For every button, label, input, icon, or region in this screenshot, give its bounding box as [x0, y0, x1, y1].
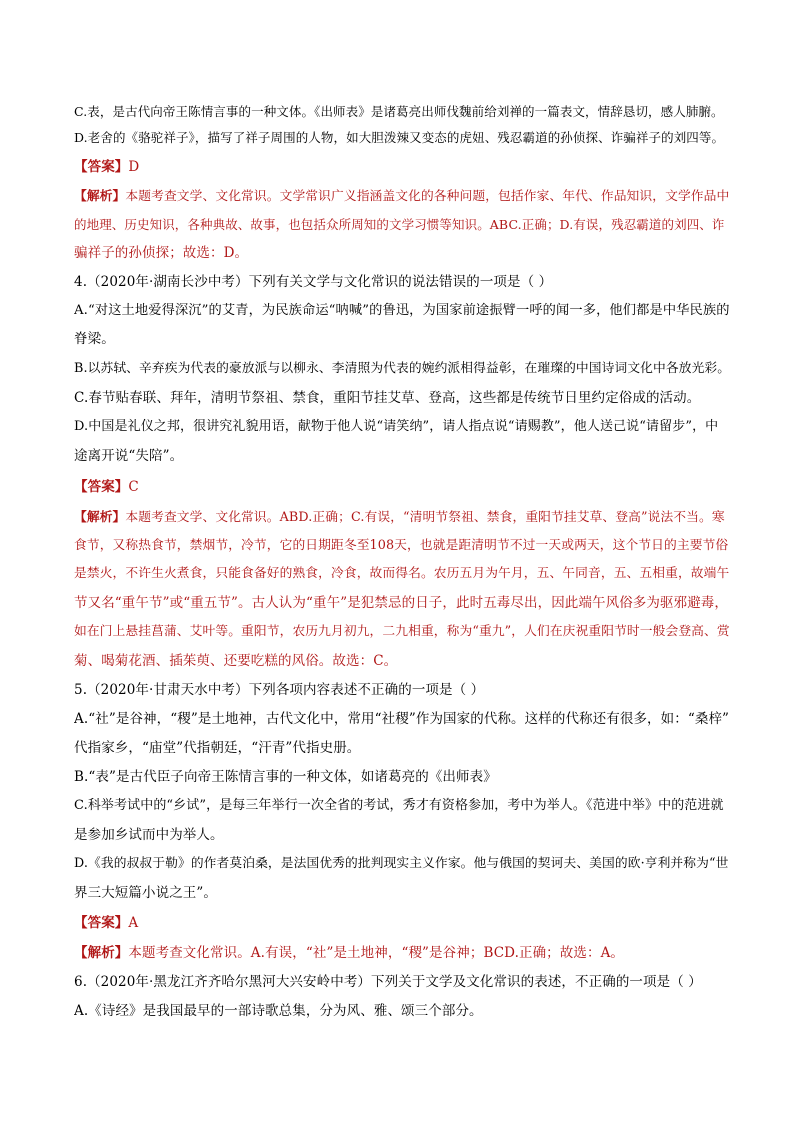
- answer-value: A: [128, 915, 139, 931]
- analysis-line: 如在门上悬挂菖蒲、艾叶等。重阳节，农历九月初九，二九相重，称为“重九”，人们在庆祝重阳节时一般会登高、赏: [74, 624, 730, 639]
- question-line: 6.（2020年·黑龙江齐齐哈尔黑河大兴安岭中考）下列关于文学及文化常识的表述，不正确的一项是（ ）: [74, 974, 702, 990]
- answer-label: 【答案】: [74, 479, 129, 495]
- analysis-line: 的地理、历史知识，各种典故、故事，也包括众所周知的文学习惯等知识。ABC.正确；D.有误，残忍霸道的刘四、诈: [74, 217, 725, 232]
- text-line: C.表，是古代向帝王陈情言事的一种文体。《出师表》是诸葛亮出师伐魏前给刘禅的一篇表文，情辞恳切，感人肺腑。: [74, 104, 724, 119]
- text-line: B.以苏轼、辛弃疾为代表的豪放派与以柳永、李清照为代表的婉约派相得益彰，在璀璨的中国诗词文化中各放光彩。: [74, 361, 730, 376]
- analysis-line: 食节，又称热食节，禁烟节，冷节，它的日期距冬至108天，也就是距清明节不过一天或两天，这个节日的主要节俗: [74, 538, 729, 553]
- text-line: D.老舍的《骆驼祥子》，描写了祥子周围的人物，如大胆泼辣又变态的虎妞、残忍霸道的孙侦探、诈骗祥子的刘四等。: [74, 130, 725, 145]
- text-line: C.春节贴春联、拜年，清明节祭祖、禁食，重阳节挂艾草、登高，这些都是传统节日里约定俗成的活动。: [74, 390, 701, 406]
- text-line: A.“社”是谷神，“稷”是土地神，古代文化中，常用“社稷”作为国家的代称。这样的代称还有很多，如：“桑梓”: [74, 711, 730, 727]
- text-line: 界三大短篇小说之王”。: [74, 885, 218, 901]
- question-line: 5.（2020年·甘肃天水中考）下列各项内容表述不正确的一项是（ ）: [74, 682, 485, 698]
- text-line: C.科举考试中的“乡试”，是每三年举行一次全省的考试，秀才有资格参加，考中为举人。《范进中举》中的范进就: [74, 798, 724, 813]
- answer-value: D: [128, 159, 140, 175]
- answer-label: 【答案】: [74, 159, 129, 175]
- text-line: A.《诗经》是我国最早的一部诗歌总集，分为风、雅、颂三个部分。: [74, 1003, 483, 1019]
- analysis-line: 骗祥子的孙侦探；故选：D。: [74, 245, 249, 261]
- text-line: A.“对这土地爱得深沉”的艾青，为民族命运“呐喊”的鲁迅，为国家前途振臂一呼的闻一多，他们都是中华民族的: [74, 303, 730, 318]
- answer-line: [74, 154, 730, 180]
- analysis-line: 【解析】本题考查文学、文化常识。文学常识广义指涵盖文化的各种问题，包括作家、年代、作品知识，文学作品中: [74, 189, 730, 204]
- text-line: 代指家乡，“庙堂”代指朝廷，“汗青”代指史册。: [74, 740, 361, 756]
- analysis-label: 【解析】: [74, 189, 126, 204]
- analysis-line: 菊、喝菊花酒、插茱萸、还要吃糕的风俗。故选：C。: [74, 653, 398, 669]
- question-line: 4.（2020年·湖南长沙中考）下列有关文学与文化常识的说法错误的一项是（ ）: [74, 274, 553, 290]
- analysis-label: 【解析】: [74, 510, 126, 525]
- analysis-line: 【解析】本题考查文学、文化常识。ABD.正确；C.有误，“清明节祭祖、禁食，重阳节挂艾草、登高”说法不当。寒: [74, 510, 725, 525]
- text-line: 是参加乡试而中为举人。: [74, 827, 224, 843]
- answer-line: [74, 910, 730, 936]
- analysis-line: 节又名“重午节”或“重五节”。古人认为“重午”是犯禁忌的日子，此时五毒尽出，因此端午风俗多为驱邪避毒，: [74, 595, 729, 611]
- text-line: B.“表”是古代臣子向帝王陈情言事的一种文体，如诸葛亮的《出师表》: [74, 769, 497, 785]
- text-line: 脊梁。: [74, 331, 115, 347]
- answer-value: C: [128, 479, 139, 495]
- answer-line: [74, 474, 730, 500]
- analysis-line: 【解析】本题考查文化常识。A.有误，“社”是土地神，“稷”是谷神；BCD.正确；故选：A。: [74, 945, 625, 961]
- analysis-label: 【解析】: [74, 945, 129, 961]
- text-line: D.《我的叔叔于勒》的作者莫泊桑，是法国优秀的批判现实主义作家。他与俄国的契诃夫、美国的欧·亨利并称为“世: [74, 856, 729, 871]
- answer-label: 【答案】: [74, 915, 129, 931]
- analysis-line: 是禁火，不许生火煮食，只能食备好的熟食，冷食，故而得名。农历五月为午月，五、午同音，五、五相重，故端午: [74, 566, 730, 581]
- text-line: 途离开说“失陪”。: [74, 448, 184, 464]
- text-line: D.中国是礼仪之邦，很讲究礼貌用语，献物于他人说“请笑纳”，请人指点说“请赐教”，他人送己说“请留步”，中: [74, 419, 719, 434]
